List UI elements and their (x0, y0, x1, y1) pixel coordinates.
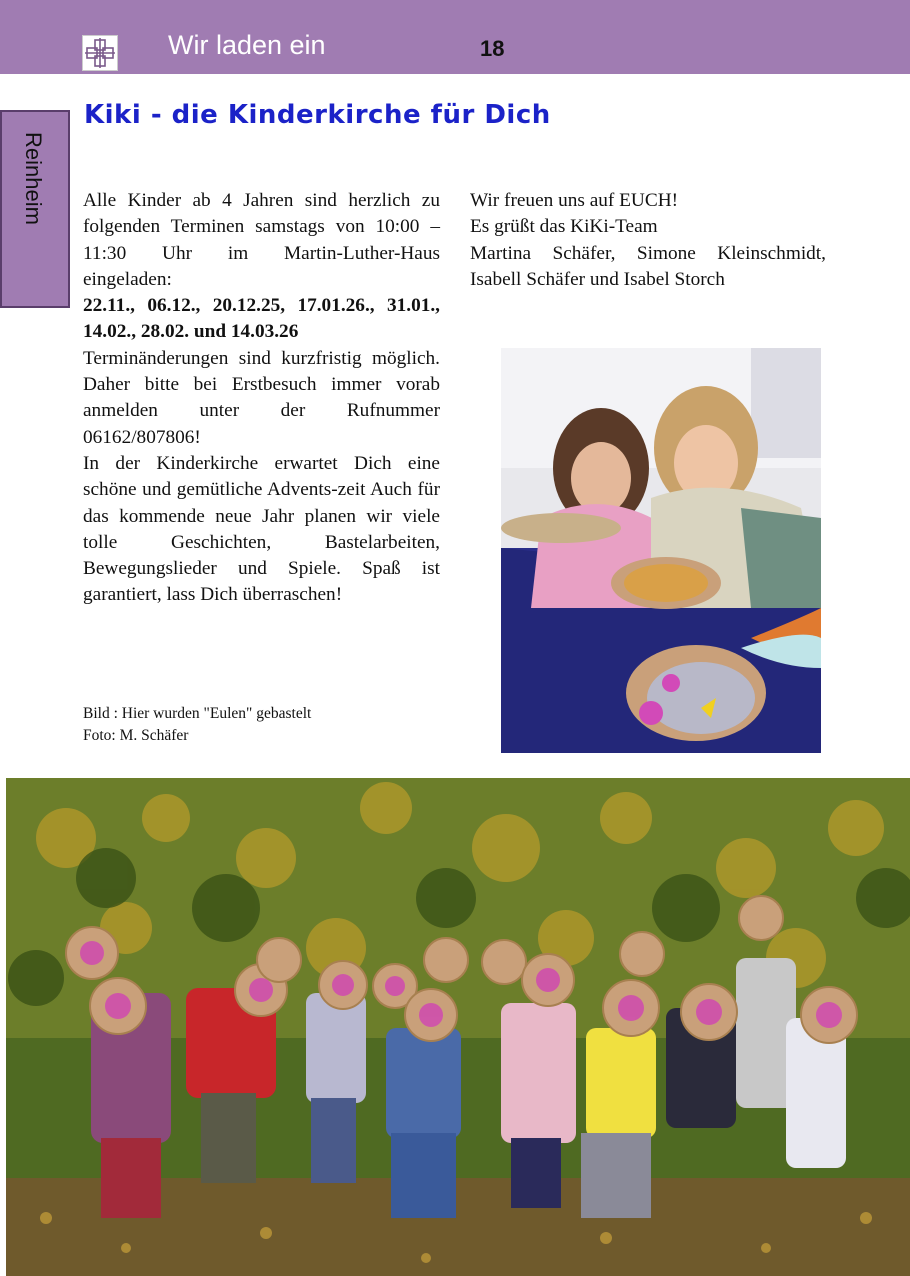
changes-text: Terminänderungen sind kurzfristig möglich. Daher bitte bei Erstbesuch immer vorab anmelden unter der Rufnummer 06162/807806! (83, 347, 440, 448)
crafting-photo (501, 348, 821, 753)
team-names: Martina Schäfer, Simone Kleinschmidt, Isabell Schäfer und Isabel Storch (470, 242, 826, 290)
group-photo (6, 778, 910, 1276)
photo-credit: Foto: M. Schäfer (83, 727, 189, 744)
description-text: In der Kinderkirche erwartet Dich eine schöne und gemütliche Advents-zeit Auch für das kommende neue Jahr planen wir viele tolle Geschichten, Bastelarbeiten, Bewegungslieder und Spiele. Spaß ist garantiert, lass Dich überraschen! (83, 452, 440, 606)
greeting-line: Wir freuen uns auf EUCH! (470, 190, 679, 211)
section-title: Wir laden ein (168, 30, 326, 60)
side-tab-label: Reinheim (21, 132, 46, 225)
page-number: 18 (480, 36, 505, 61)
page-header (0, 0, 910, 74)
photo-caption (83, 703, 311, 747)
left-column (83, 188, 440, 609)
intro-text: Alle Kinder ab 4 Jahren sind herzlich zu folgenden Terminen samstags von 10:00 – 11:30 Uhr im Martin-Luther-Haus eingeladen: (83, 190, 440, 290)
side-tab (0, 110, 70, 308)
team-line: Es grüßt das KiKi-Team (470, 216, 658, 238)
church-logo-icon (82, 35, 118, 71)
article-title: Kiki - die Kinderkirche für Dich (84, 100, 551, 130)
caption-line: Bild : Hier wurden "Eulen" gebastelt (83, 705, 312, 722)
right-column (470, 188, 826, 293)
dates-text: 22.11., 06.12., 20.12.25, 17.01.26., 31.01., 14.02., 28.02. und 14.03.26 (83, 295, 440, 343)
